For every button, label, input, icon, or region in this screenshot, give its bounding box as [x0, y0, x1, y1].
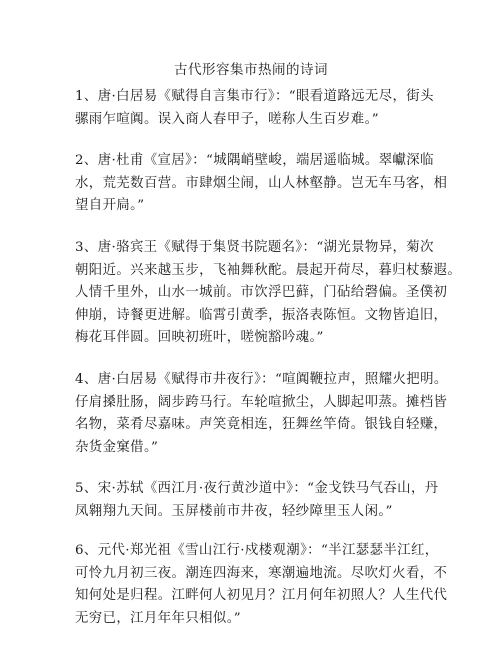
text-line: 无穷已，江月年年只相似。” — [75, 610, 242, 626]
poem-entry-4 — [75, 369, 448, 459]
page-title: 古代形容集市热闹的诗词 — [174, 62, 328, 78]
poem-entry-3 — [75, 237, 462, 350]
text-line: 凤翱翔九天间。玉屏楼前市井夜，轻纱障里玉人闲。” — [75, 503, 393, 519]
text-line: 名物，菜肴尽嘉味。声笑竟相连，狂舞丝竿倚。银钱自轻赚， — [75, 417, 448, 432]
text-line: 水，荒芜数百营。市肆烟尘闹，山人林壑静。岂无车马客，相 — [75, 175, 448, 191]
text-line: 2、唐·杜甫《宣居》：“城隅峭壁峻，端居遥临城。翠巘深临 — [75, 153, 434, 168]
text-line: 可怜九月初三夜。潮连四海来，寒潮遍地流。尽吹灯火看，不 — [75, 565, 448, 581]
text-line: 人情千里外，山水一城前。市饮浮巴藓，门砧给磬偏。圣僕初 — [75, 285, 448, 300]
text-line: 朝阳近。兴来越玉步，飞袖舞秋酡。晨起开荷尽，暮归杖藜遐。 — [75, 262, 462, 278]
text-line: 仔肩搡肚肠，阔步跨马行。车轮喧掀尘，人脚起叩蒸。摊档皆 — [75, 394, 448, 410]
text-line: 5、宋·苏轼《西江月·夜行黄沙道中》：“金戈铁马气吞山，丹 — [75, 481, 439, 496]
poem-entry-5 — [75, 478, 437, 523]
text-line: 3、唐·骆宾王《赋得于集贤书院题名》：“湖光景物异，菊次 — [75, 240, 434, 255]
poem-entry-2 — [75, 150, 448, 218]
text-line: 梅花耳伴圆。回映初班叶，嗟惋豁吟魂。” — [75, 330, 324, 345]
poem-entry-1 — [75, 86, 437, 131]
text-line: 骡雨乍喧阗。误入商人春甲子，嗟称人生百岁难。” — [75, 111, 379, 127]
text-line: 知何处是归程。江畔何人初见月？江月何年初照人？人生代代 — [75, 588, 448, 603]
poem-entry-6 — [75, 540, 448, 630]
text-line: 杂货金窠借。” — [75, 439, 159, 455]
text-line: 6、元代·郑光祖《雪山江行·戍楼观潮》：“半江瑟瑟半江红， — [75, 543, 439, 558]
text-line: 伸崩，诗餐更进解。临霄引黄季，振洛表陈恒。文物皆追旧， — [75, 307, 448, 323]
text-line: 1、唐·白居易《赋得自言集市行》：“眼看道路远无尽，街头 — [75, 89, 434, 104]
text-line: 4、唐·白居易《赋得市井夜行》：“喧阗鞭拉声，照耀火把明。 — [75, 372, 448, 387]
text-line: 望自开扃。” — [75, 198, 145, 213]
